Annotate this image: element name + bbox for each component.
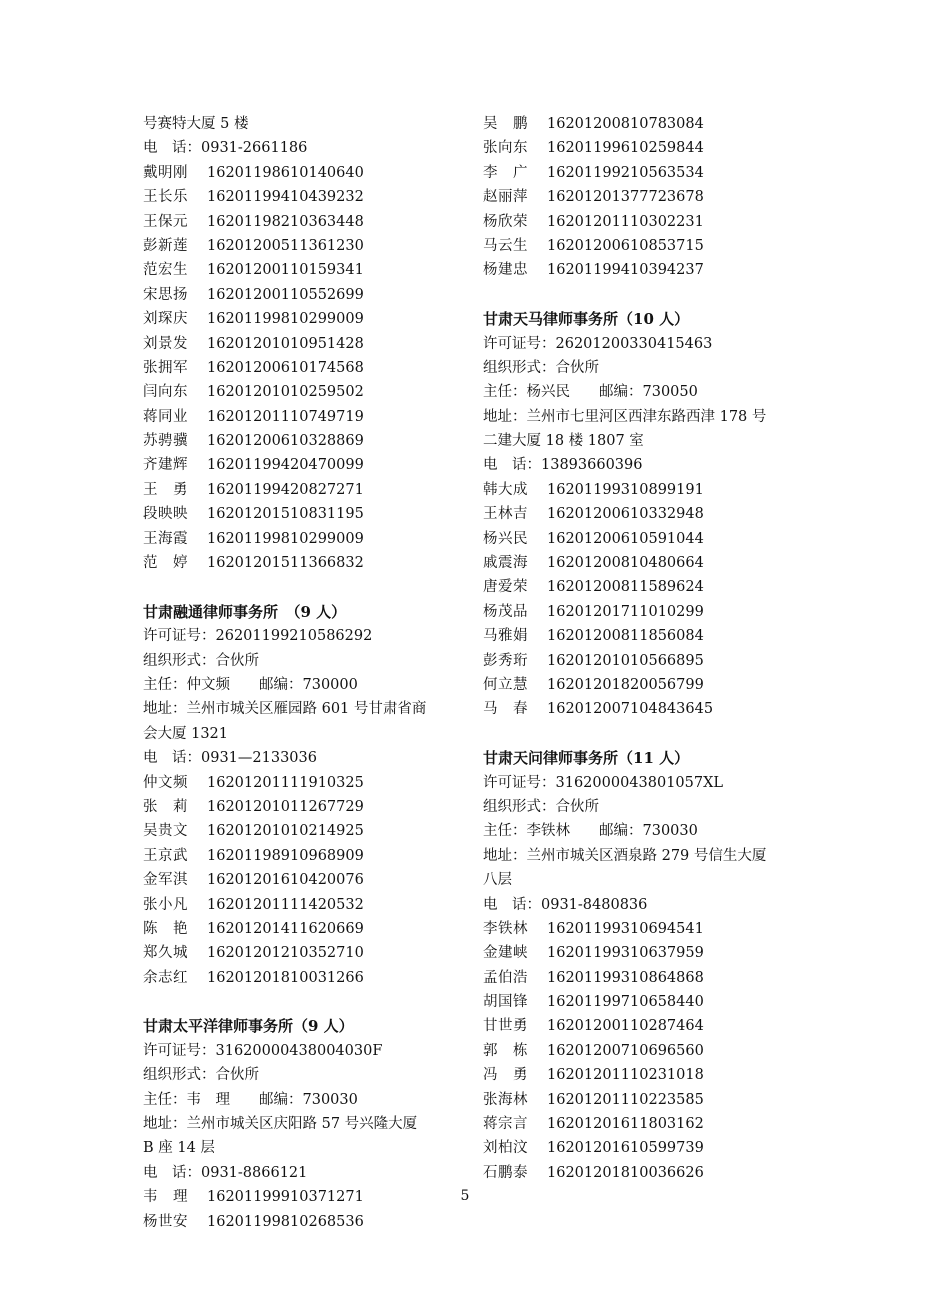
lawyer-name: 张 莉 [143,798,188,815]
lawyer-name: 李 广 [483,164,528,181]
member-row [143,527,463,551]
member-row [483,575,803,599]
firm-info-line: B 座 14 层 [143,1140,215,1157]
license-number: 16201199310864868 [547,969,704,986]
firm-info-line: 电 话：0931—2133036 [143,750,317,767]
lawyer-name: 杨欣荣 [483,213,528,230]
license-number: 16201200811856084 [547,628,704,645]
lawyer-name: 吴 鹏 [483,116,528,132]
license-number: 16201201510831195 [207,506,364,523]
firm-rongtong [143,600,463,990]
lawyer-name: 戚震海 [483,555,528,572]
firm-tianma [483,307,803,722]
member-row [143,1210,463,1234]
member-row [143,966,463,990]
license-number: 16201199310899191 [547,481,704,498]
firm-info [143,1039,463,1185]
license-number: 16201199410394237 [547,262,704,279]
firm-info-line: 八层 [483,872,512,889]
member-row [483,1136,803,1160]
firm-heading: 甘肃天马律师事务所（10 人） [483,310,690,329]
lawyer-name: 韦 理 [143,1189,188,1206]
license-number: 16201199610259844 [547,140,704,157]
firm-info-line: 组织形式：合伙所 [483,798,599,815]
license-number: 16201201110302231 [547,213,704,230]
member-row [483,990,803,1014]
license-number: 16201200511361230 [207,237,364,254]
license-number: 16201200610591044 [547,530,704,547]
member-row [483,527,803,551]
member-row [143,893,463,917]
lawyer-name: 蒋宗言 [483,1116,528,1133]
member-row [483,551,803,575]
license-number: 16201199310694541 [547,920,704,937]
lawyer-name: 冯 勇 [483,1067,528,1084]
lawyer-name: 仲文频 [143,774,188,791]
license-number: 16201201610599739 [547,1140,704,1157]
lawyer-name: 唐爱荣 [483,579,528,596]
member-list [143,161,463,576]
lawyer-name: 张拥军 [143,359,188,376]
lawyer-name: 金军淇 [143,872,188,889]
license-number: 16201201111910325 [207,774,364,791]
license-number: 16201199410439232 [207,189,364,206]
firm-info [483,771,803,917]
lawyer-name: 李铁林 [483,920,528,937]
member-row [483,234,803,258]
member-row [143,258,463,282]
license-number: 16201201511366832 [207,555,364,572]
firm-info [143,624,463,770]
member-row [143,405,463,429]
member-row [483,917,803,941]
member-row [483,478,803,502]
firm-info-line: 主任：李铁林 邮编：730030 [483,823,698,840]
member-row [143,161,463,185]
member-row [143,307,463,331]
member-list [483,478,803,722]
license-number: 16201201210352710 [207,945,364,962]
firm-info-line: 许可证号：26201199210586292 [143,628,373,645]
member-row [483,673,803,697]
lawyer-name: 王京武 [143,847,188,864]
license-number: 16201199420827271 [207,481,364,498]
lawyer-name: 郭 栋 [483,1042,528,1059]
lawyer-name: 王海霞 [143,530,188,547]
member-row [143,844,463,868]
member-row [483,161,803,185]
license-number: 16201200811589624 [547,579,704,596]
phone-line: 电 话：0931-2661186 [143,140,308,157]
license-number: 16201200110552699 [207,286,364,303]
license-number: 16201201010951428 [207,335,364,352]
lawyer-name: 胡国锋 [483,994,528,1011]
license-number: 16201201711010299 [547,603,704,620]
member-row [143,478,463,502]
firm-info-line: 电 话：13893660396 [483,457,643,474]
firm-info [483,332,803,478]
firm-heading: 甘肃太平洋律师事务所（9 人） [143,1017,354,1036]
member-row [143,185,463,209]
member-row [143,283,463,307]
member-row [143,917,463,941]
page-number: 5 [460,1188,470,1204]
license-number: 16201199810299009 [207,530,364,547]
member-row [143,453,463,477]
member-row [143,356,463,380]
firm-heading: 甘肃融通律师事务所 （9 人） [143,602,347,621]
firm-info-line: 地址：兰州市城关区雁园路 601 号甘肃省商 [143,701,427,718]
license-number: 16201198910968909 [207,847,364,864]
lawyer-name: 范 婷 [143,555,188,572]
license-number: 16201198210363448 [207,213,364,230]
member-row [143,380,463,404]
firm-info-line: 主任：韦 理 邮编：730030 [143,1091,358,1108]
lawyer-name: 蒋同业 [143,408,188,425]
license-number: 16201199810268536 [207,1213,364,1230]
lawyer-name: 王长乐 [143,189,188,206]
license-number: 16201200110159341 [207,262,364,279]
lawyer-name: 石鹏泰 [483,1164,528,1181]
lawyer-name: 闫向东 [143,384,188,401]
firm-info-line: 许可证号：31620000438004030F [143,1042,383,1059]
member-row [483,258,803,282]
license-number: 16201201010214925 [207,823,364,840]
lawyer-name: 彭新莲 [143,237,188,254]
right-column [483,112,803,1185]
firm-info-line: 组织形式：合伙所 [143,1067,259,1084]
member-row [143,795,463,819]
lawyer-name: 郑久城 [143,945,188,962]
license-number: 16201199420470099 [207,457,364,474]
lawyer-name: 何立慧 [483,676,528,693]
license-number: 16201201411620669 [207,920,364,937]
license-number: 16201200610328869 [207,433,364,450]
member-row [483,1063,803,1087]
firm-info-line: 二建大厦 18 楼 1807 室 [483,433,644,450]
license-number: 16201201110223585 [547,1091,704,1108]
license-number: 16201200810783084 [547,116,704,132]
lawyer-name: 刘琛庆 [143,311,188,328]
lawyer-name: 赵丽萍 [483,189,528,206]
firm-info-line: 电 话：0931-8480836 [483,896,648,913]
license-number: 16201201611803162 [547,1116,704,1133]
left-column [143,112,463,1234]
member-row [483,1039,803,1063]
license-number: 16201201377723678 [547,189,704,206]
license-number: 16201201111420532 [207,896,364,913]
member-row [483,649,803,673]
member-row [143,941,463,965]
firm-info-line: 主任：仲文频 邮编：730000 [143,676,358,693]
member-row [483,1088,803,1112]
license-number: 16201201011267729 [207,798,364,815]
member-row [483,185,803,209]
lawyer-name: 刘景发 [143,335,188,352]
lawyer-name: 张小凡 [143,896,188,913]
license-number: 16201200610853715 [547,237,704,254]
lawyer-name: 王 勇 [143,481,188,498]
lawyer-name: 马云生 [483,237,528,254]
firm-info-line: 地址：兰州市城关区酒泉路 279 号信生大厦 [483,847,767,864]
address-continuation: 号赛特大厦 5 楼 [143,116,249,132]
firm-heading: 甘肃天问律师事务所（11 人） [483,749,690,768]
lawyer-name: 戴明刚 [143,164,188,181]
lawyer-name: 杨兴民 [483,530,528,547]
lawyer-name: 余志红 [143,969,188,986]
license-number: 16201199810299009 [207,311,364,328]
firm-info-line: 地址：兰州市七里河区西津东路西津 178 号 [483,408,767,425]
member-row [143,771,463,795]
lawyer-name: 马 春 [483,701,528,718]
member-list [483,917,803,1185]
lawyer-name: 金建峡 [483,945,528,962]
member-row [483,502,803,526]
firm-info-line: 地址：兰州市城关区庆阳路 57 号兴隆大厦 [143,1116,418,1133]
firm-info-line: 组织形式：合伙所 [143,652,259,669]
member-row [483,624,803,648]
member-row [143,234,463,258]
firm-tianwen [483,746,803,1185]
firm-info-line: 许可证号：26201200330415463 [483,335,713,352]
license-number: 16201198610140640 [207,164,364,181]
lawyer-name: 刘柏汶 [483,1140,528,1157]
lawyer-name: 杨建忠 [483,262,528,279]
lawyer-name: 韩大成 [483,481,528,498]
license-number: 16201199310637959 [547,945,704,962]
member-row [143,868,463,892]
firm-info-line: 组织形式：合伙所 [483,359,599,376]
license-number: 16201199910371271 [207,1189,364,1206]
member-row [143,819,463,843]
license-number: 16201200110287464 [547,1018,704,1035]
lawyer-name: 马雅娟 [483,628,528,645]
firm-info-line: 电 话：0931-8866121 [143,1164,308,1181]
member-row [483,941,803,965]
lawyer-name: 张海林 [483,1091,528,1108]
license-number: 16201201110231018 [547,1067,704,1084]
lawyer-name: 甘世勇 [483,1018,528,1035]
license-number: 16201201610420076 [207,872,364,889]
lawyer-name: 杨茂品 [483,603,528,620]
license-number: 16201201110749719 [207,408,364,425]
lawyer-name: 范宏生 [143,262,188,279]
license-number: 162012007104843645 [547,701,714,718]
license-number: 16201201810036626 [547,1164,704,1181]
license-number: 16201200810480664 [547,555,704,572]
lawyer-name: 齐建辉 [143,457,188,474]
license-number: 16201199210563534 [547,164,704,181]
member-row [483,1161,803,1185]
member-row [483,1112,803,1136]
member-row [483,697,803,721]
license-number: 16201201010259502 [207,384,364,401]
lawyer-name: 段映映 [143,506,188,523]
license-number: 16201200610174568 [207,359,364,376]
member-list [483,112,803,283]
continued-firm-info [143,112,463,161]
lawyer-name: 苏骋骥 [143,433,188,450]
lawyer-name: 宋思扬 [143,286,188,303]
member-row [483,1014,803,1038]
member-list [143,771,463,991]
lawyer-name: 吴贵文 [143,823,188,840]
member-row [483,112,803,136]
lawyer-name: 陈 艳 [143,920,188,937]
member-row [143,332,463,356]
license-number: 16201200610332948 [547,506,704,523]
member-row [143,502,463,526]
license-number: 16201200710696560 [547,1042,704,1059]
member-row [483,210,803,234]
member-row [143,551,463,575]
license-number: 16201201810031266 [207,969,364,986]
lawyer-name: 杨世安 [143,1213,188,1230]
license-number: 16201199710658440 [547,994,704,1011]
member-row [143,429,463,453]
member-row [483,136,803,160]
lawyer-name: 王林吉 [483,506,528,523]
license-number: 16201201010566895 [547,652,704,669]
lawyer-name: 孟伯浩 [483,969,528,986]
member-row [483,966,803,990]
member-row [143,210,463,234]
firm-info-line: 许可证号：3162000043801057XL [483,774,724,791]
member-row [483,600,803,624]
firm-info-line: 会大厦 1321 [143,725,229,742]
firm-info-line: 主任：杨兴民 邮编：730050 [483,384,698,401]
lawyer-name: 彭秀珩 [483,652,528,669]
license-number: 16201201820056799 [547,676,704,693]
lawyer-name: 王保元 [143,213,188,230]
lawyer-name: 张向东 [483,140,528,157]
